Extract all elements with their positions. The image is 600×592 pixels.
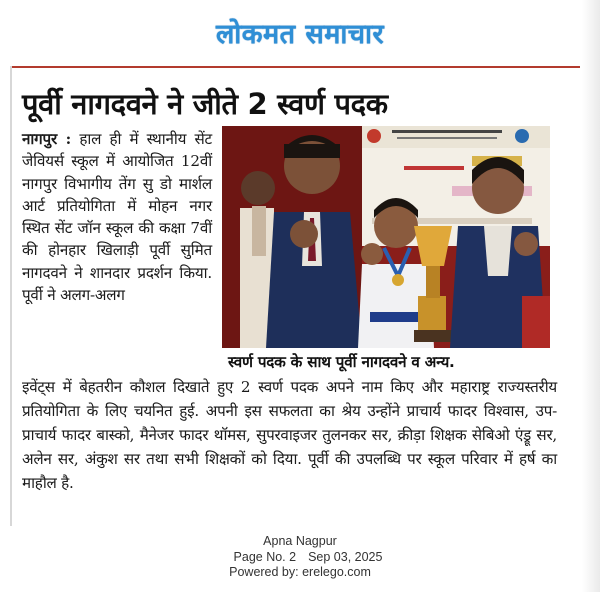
article-headline: पूर्वी नागदवने ने जीते 2 स्वर्ण पदक bbox=[22, 87, 388, 121]
article-lead-text: हाल ही में स्थानीय सेंट जेवियर्स स्कूल में आयोजित 12वीं नागपुर विभागीय तेंग सु डो मार्शल आर्ट प्रतियोगिता में मोहन नगर स्थित सेंट जॉन स्कूल की कक्षा 7वीं की होनहार खिलाड़ी पूर्वी सुमित नागदवने ने शानदार प्रदर्शन किया. पूर्वी ने अलग-अलग bbox=[22, 130, 212, 305]
left-border bbox=[10, 66, 12, 526]
photo-caption: स्वर्ण पदक के साथ पूर्वी नागदवने व अन्य. bbox=[228, 353, 455, 371]
footer-date: Sep 03, 2025 bbox=[308, 549, 383, 564]
masthead-divider bbox=[10, 66, 580, 68]
footer-page-date bbox=[0, 550, 600, 566]
article-dateline: नागपुर : bbox=[22, 130, 72, 148]
masthead-title: लोकमत समाचार bbox=[215, 19, 385, 50]
footer-powered-by: Powered by: erelego.com bbox=[229, 565, 371, 579]
footer-page-number: Page No. 2 bbox=[233, 549, 297, 564]
photo-illustration bbox=[222, 126, 550, 348]
footer-publication: Apna Nagpur bbox=[263, 534, 337, 548]
article-photo bbox=[222, 126, 550, 348]
article-continued-text: इवेंट्स में बेहतरीन कौशल दिखाते हुए 2 स्वर्ण पदक अपने नाम किए और महाराष्ट्र राज्यस्तरीय प्रतियोगिता के लिए चयनित हुई. अपनी इस सफलता का श्रेय उन्होंने प्राचार्य फादर विश्वास, उप-प्राचार्य फादर बास्को, मैनेजर फादर थॉमस, सुपरवाइजर तुलनकर सर, क्रीड़ा शिक्षक सेबिओ एंड्रू सर, अलेन सर, अंकुश सर तथा सभी शिक्षकों को दिया. पूर्वी की उपलब्धि पर स्कूल परिवार में हर्ष का माहौल है. bbox=[22, 378, 557, 492]
clipping-footer bbox=[0, 534, 600, 581]
page-edge-shadow bbox=[582, 0, 600, 592]
article-column-text bbox=[22, 128, 212, 306]
masthead bbox=[0, 0, 600, 68]
